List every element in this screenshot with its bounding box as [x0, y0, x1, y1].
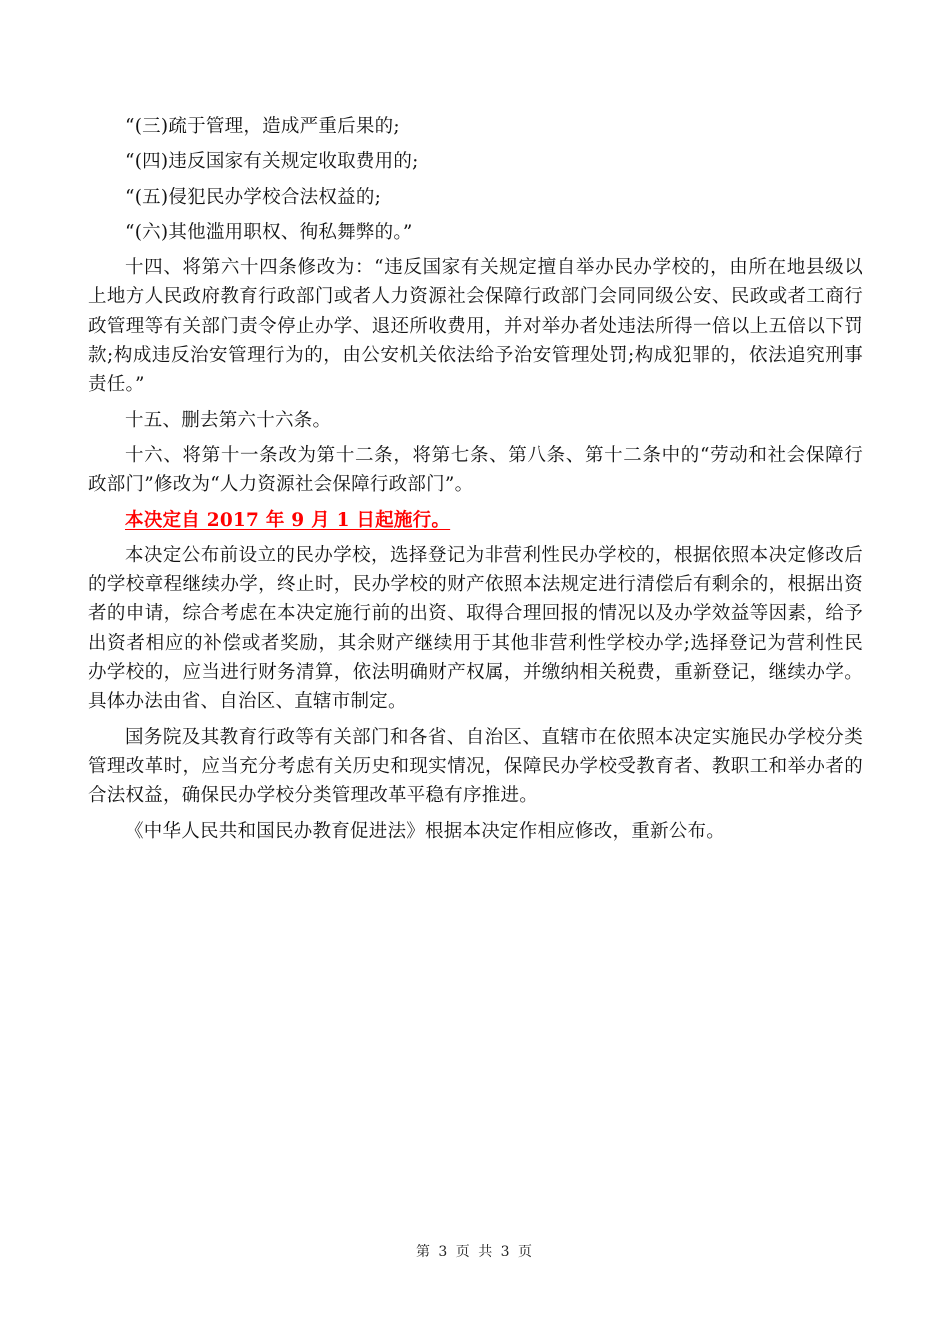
amendment-15: 十五、删去第六十六条。: [125, 409, 332, 431]
document-body: [88, 112, 863, 852]
clause-item-4: “(四)违反国家有关规定收取费用的;: [125, 151, 419, 173]
amendment-16: 十六、将第十一条改为第十二条，将第七条、第八条、第十二条中的“劳动和社会保障行政部门”修改为“人力资源社会保障行政部门”。: [88, 444, 863, 496]
amendment-14: 十四、将第六十四条修改为：“违反国家有关规定擅自举办民办学校的，由所在地县级以上地方人民政府教育行政部门或者人力资源社会保障行政部门会同同级公安、民政或者工商行政管理等有关部门责令停止办学、退还所收费用，并对举办者处违法所得一倍以上五倍以下罚款;构成违反治安管理行为的，由公安机关依法给予治安管理处罚;构成犯罪的，依法追究刑事责任。”: [88, 257, 863, 396]
republication-note: 《中华人民共和国民办教育促进法》根据本决定作相应修改，重新公布。: [125, 820, 726, 842]
clause-item-6: “(六)其他滥用职权、徇私舞弊的。”: [125, 221, 413, 243]
clause-item-3: “(三)疏于管理，造成严重后果的;: [125, 116, 400, 137]
page-number-footer: 第 3 页 共 3 页: [415, 1244, 535, 1260]
state-council-provision: 国务院及其教育行政等有关部门和各省、自治区、直辖市在依照本决定实施民办学校分类管理改革时，应当充分考虑有关历史和现实情况，保障民办学校受教育者、教职工和举办者的合法权益，确保民办学校分类管理改革平稳有序推进。: [88, 726, 863, 807]
transition-provision: 本决定公布前设立的民办学校，选择登记为非营利性民办学校的，根据依照本决定修改后的学校章程继续办学，终止时，民办学校的财产依照本法规定进行清偿后有剩余的，根据出资者的申请，综合考虑在本决定施行前的出资、取得合理回报的情况以及办学效益等因素，给予出资者相应的补偿或者奖励，其余财产继续用于其他非营利性学校办学;选择登记为营利性民办学校的，应当进行财务清算，依法明确财产权属，并缴纳相关税费，重新登记，继续办学。具体办法由省、自治区、直辖市制定。: [88, 544, 863, 713]
effective-date-text: 本决定自 2017 年 9 月 1 日起施行。: [125, 509, 451, 531]
clause-item-5: “(五)侵犯民办学校合法权益的;: [125, 186, 382, 208]
effective-date-highlight: [88, 506, 863, 535]
